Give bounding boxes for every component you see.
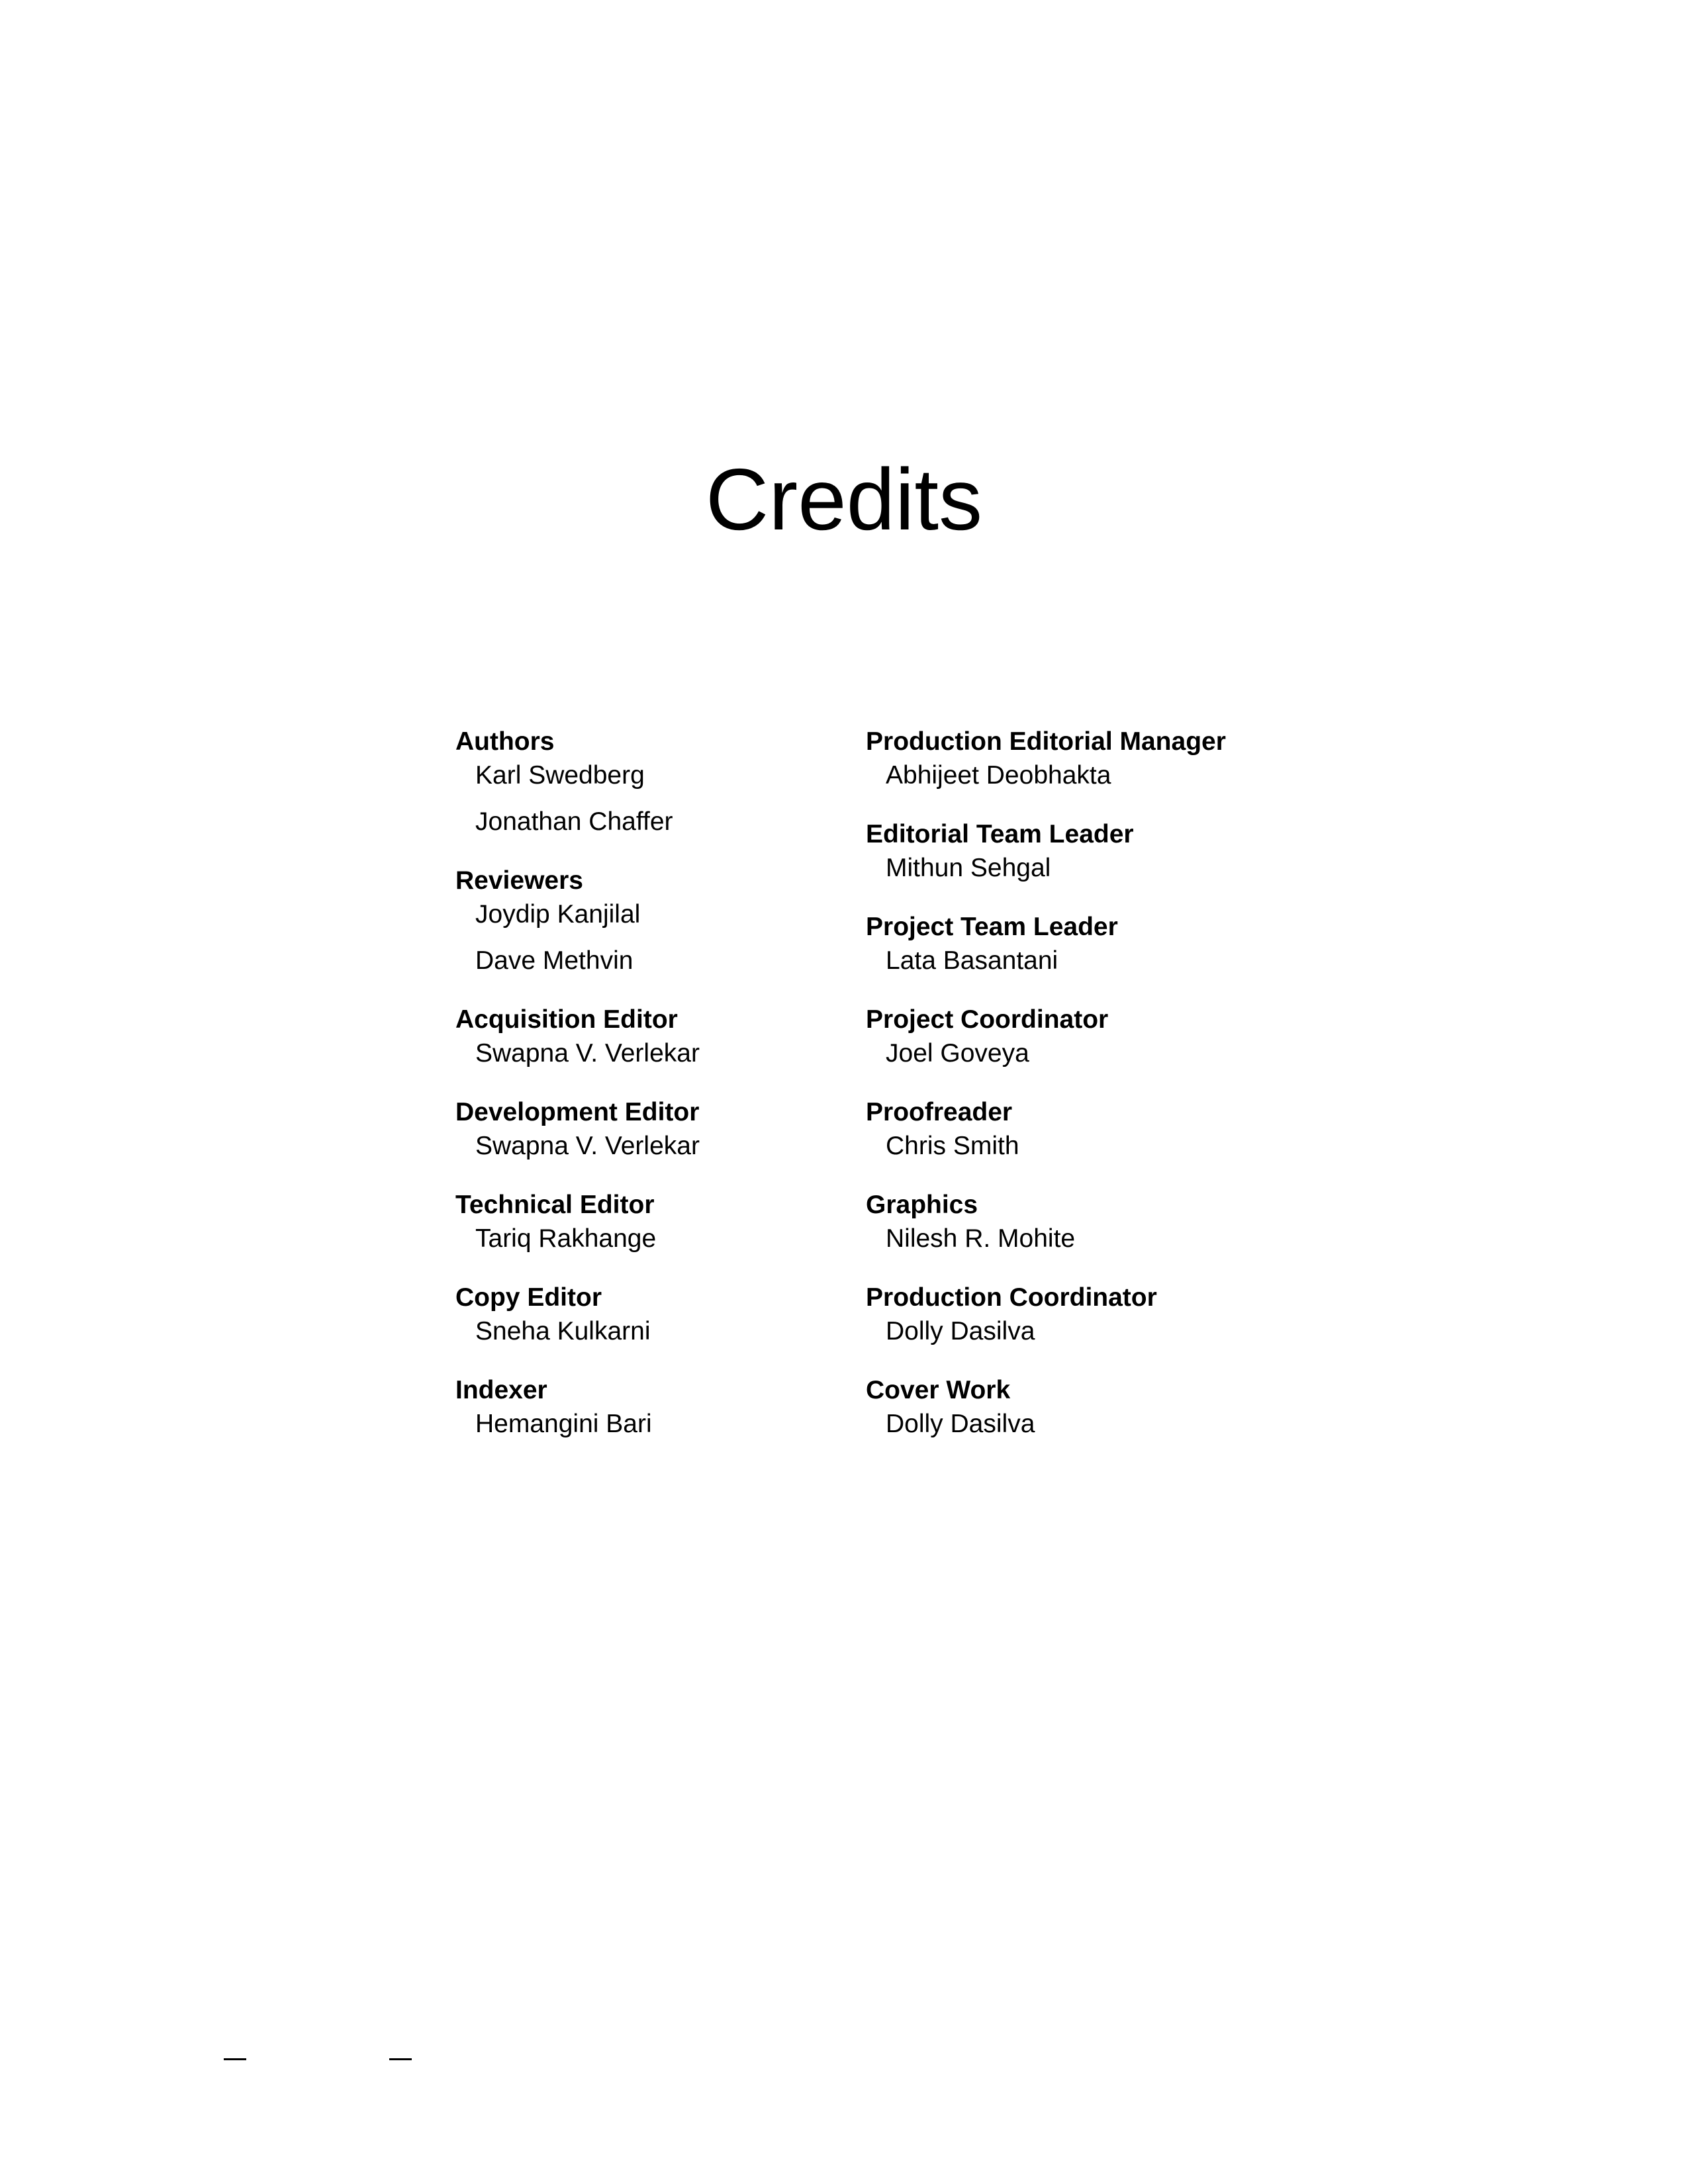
- role-heading: Editorial Team Leader: [866, 820, 1134, 848]
- person-name: Chris Smith: [886, 1132, 1019, 1160]
- person-name: Dolly Dasilva: [886, 1410, 1035, 1438]
- role-heading: Production Editorial Manager: [866, 727, 1226, 756]
- role-heading: Development Editor: [455, 1098, 700, 1126]
- credit-group-technical-editor: [455, 1190, 700, 1257]
- page-title: Credits: [705, 451, 983, 548]
- role-heading: Proofreader: [866, 1098, 1013, 1126]
- credit-group-copy-editor: [455, 1283, 700, 1350]
- credit-group-project-coordinator: [866, 1005, 1226, 1072]
- person-name: Joydip Kanjilal: [475, 900, 641, 929]
- credit-group-production-editorial-manager: [866, 727, 1226, 794]
- person-name: Abhijeet Deobhakta: [886, 761, 1111, 790]
- person-name: Joel Goveya: [886, 1039, 1029, 1068]
- credit-group-indexer: [455, 1375, 700, 1443]
- person-name: Dave Methvin: [475, 946, 633, 975]
- person-name: Lata Basantani: [886, 946, 1058, 975]
- person-name: Swapna V. Verlekar: [475, 1132, 700, 1160]
- role-heading: Project Coordinator: [866, 1005, 1109, 1034]
- person-name: Karl Swedberg: [475, 761, 645, 790]
- role-heading: Copy Editor: [455, 1283, 602, 1312]
- role-heading: Technical Editor: [455, 1191, 655, 1219]
- footer-dash-mark: [224, 2058, 246, 2060]
- person-name: Hemangini Bari: [475, 1410, 652, 1438]
- footer-dash-mark: [389, 2058, 412, 2060]
- credit-group-production-coordinator: [866, 1283, 1226, 1350]
- role-heading: Reviewers: [455, 866, 583, 895]
- role-heading: Indexer: [455, 1376, 547, 1404]
- credit-group-proofreader: [866, 1097, 1226, 1165]
- credit-group-editorial-team-leader: [866, 819, 1226, 887]
- person-name: Tariq Rakhange: [475, 1224, 657, 1253]
- person-name: Swapna V. Verlekar: [475, 1039, 700, 1068]
- person-name: Sneha Kulkarni: [475, 1317, 651, 1345]
- credit-group-authors: [455, 727, 700, 841]
- person-name: Jonathan Chaffer: [475, 807, 673, 836]
- credits-right-column: [866, 727, 1226, 1468]
- credit-group-development-editor: [455, 1097, 700, 1165]
- person-name: Mithun Sehgal: [886, 854, 1051, 882]
- credit-group-reviewers: [455, 866, 700, 979]
- credit-group-graphics: [866, 1190, 1226, 1257]
- credits-left-column: [455, 727, 700, 1468]
- role-heading: Cover Work: [866, 1376, 1011, 1404]
- credit-group-acquisition-editor: [455, 1005, 700, 1072]
- credit-group-project-team-leader: [866, 912, 1226, 979]
- person-name: Nilesh R. Mohite: [886, 1224, 1076, 1253]
- role-heading: Authors: [455, 727, 555, 756]
- role-heading: Graphics: [866, 1191, 978, 1219]
- role-heading: Acquisition Editor: [455, 1005, 678, 1034]
- credit-group-cover-work: [866, 1375, 1226, 1443]
- role-heading: Project Team Leader: [866, 913, 1118, 941]
- role-heading: Production Coordinator: [866, 1283, 1157, 1312]
- person-name: Dolly Dasilva: [886, 1317, 1035, 1345]
